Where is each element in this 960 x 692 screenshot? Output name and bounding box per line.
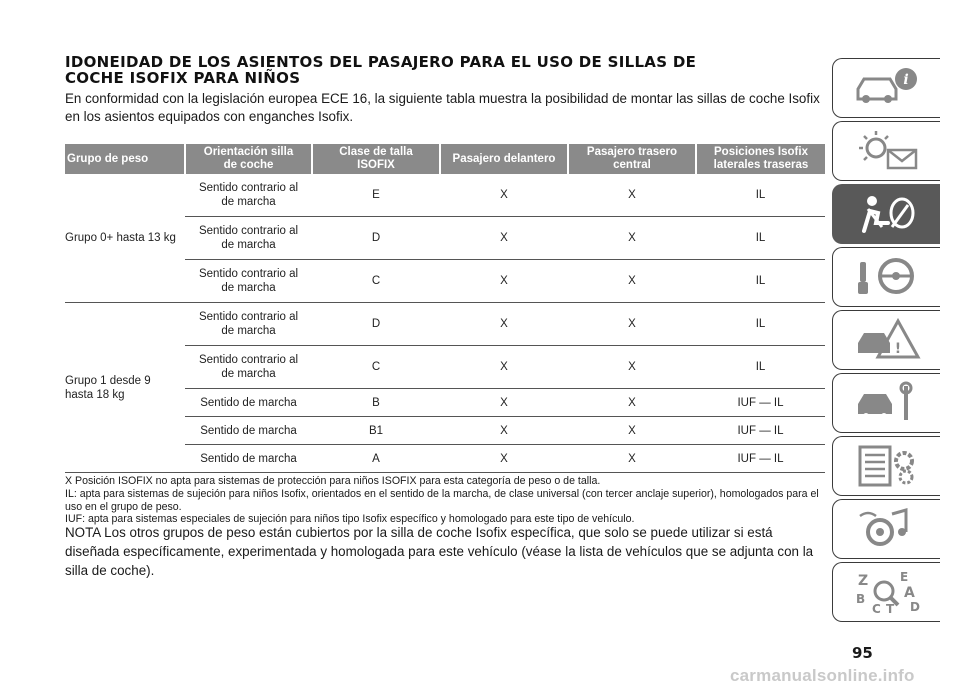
tab-technical-data[interactable] [832,436,940,496]
title-line-2: COCHE ISOFIX PARA NIÑOS [65,69,301,87]
cell-orientacion: Sentido contrario al de marcha [185,260,312,303]
title-line-1: IDONEIDAD DE LOS ASIENTOS DEL PASAJERO PARA EL USO DE SILLAS DE [65,53,697,71]
header-orientacion: Orientación silla de coche [185,144,312,174]
tab-seat-safety[interactable] [832,184,940,244]
cell-clase: B [312,389,440,417]
cell-delantero: X [440,389,568,417]
cell-orientacion: Sentido de marcha [185,389,312,417]
table-header-row [65,144,825,174]
footnote-iuf: IUF: apta para sistemas especiales de sujeción para niños tipo Isofix específico y homologado para este tipo de vehículo. [65,513,635,526]
steering-key-icon [852,254,922,300]
cell-delantero: X [440,417,568,445]
tab-steering-key[interactable] [832,247,940,307]
cell-orientacion: Sentido contrario al de marcha [185,174,312,217]
cell-trasero: X [568,346,696,389]
cell-trasero: X [568,389,696,417]
cell-trasero: X [568,174,696,217]
header-trasero: Pasajero trasero central [568,144,696,174]
cell-delantero: X [440,260,568,303]
index-letter-e: E [899,570,908,584]
cell-clase: C [312,346,440,389]
page-title [65,54,825,86]
nota-paragraph: NOTA Los otros grupos de peso están cubiertos por la silla de coche Isofix específica, que solo se puede utilizar si está diseñada específicamente, experimentada y homologada para este vehículo (véase la lista de vehículos que se adjunta con la silla de coche). [65,525,814,578]
cell-clase: B1 [312,417,440,445]
cell-orientacion: Sentido contrario al de marcha [185,217,312,260]
cell-delantero: X [440,445,568,473]
index-letter-a: A [903,585,915,601]
cell-clase: E [312,174,440,217]
index-letter-d: D [909,600,920,614]
tab-warning-lights[interactable] [832,121,940,181]
multimedia-icon [852,506,922,552]
tab-maintenance[interactable] [832,373,940,433]
index-letter-b: B [855,592,865,606]
cell-clase: D [312,217,440,260]
cell-orientacion: Sentido de marcha [185,445,312,473]
svg-text:!: ! [894,341,901,357]
warning-lights-icon [852,128,922,174]
index-icon [852,569,922,615]
cell-trasero: X [568,217,696,260]
emergency-icon [852,317,922,363]
cell-delantero: X [440,303,568,346]
index-letter-c: C [871,602,881,615]
cell-delantero: X [440,174,568,217]
header-clase: Clase de talla ISOFIX [312,144,440,174]
watermark: carmanualsonline.info [730,666,915,685]
index-letter-t: T [885,602,894,615]
cell-delantero: X [440,217,568,260]
intro-paragraph: En conformidad con la legislación europea ECE 16, la siguiente tabla muestra la posibilidad de montar las sillas de coche Isofix en los asientos equipados con enganches Isofix. [65,91,820,124]
cell-lateral: IUF — IL [696,445,825,473]
svg-text:i: i [902,72,909,88]
tab-emergency[interactable] [832,310,940,370]
isofix-table [65,144,825,473]
header-delantero: Pasajero delantero [440,144,568,174]
cell-lateral: IL [696,303,825,346]
cell-trasero: X [568,417,696,445]
header-grupo: Grupo de peso [65,144,185,174]
cell-orientacion: Sentido contrario al de marcha [185,346,312,389]
cell-trasero: X [568,303,696,346]
cell-lateral: IL [696,174,825,217]
group-label: Grupo 0+ hasta 13 kg [65,174,185,303]
tab-car-info[interactable] [832,58,940,118]
cell-trasero: X [568,445,696,473]
cell-lateral: IL [696,217,825,260]
cell-clase: D [312,303,440,346]
cell-lateral: IUF — IL [696,417,825,445]
car-info-icon [852,65,922,111]
tab-multimedia[interactable] [832,499,940,559]
cell-trasero: X [568,260,696,303]
cell-clase: A [312,445,440,473]
table-row [65,174,825,217]
cell-orientacion: Sentido de marcha [185,417,312,445]
group-label: Grupo 1 desde 9 hasta 18 kg [65,303,185,473]
cell-lateral: IUF — IL [696,389,825,417]
page-number: 95 [852,644,873,662]
index-letter-z: Z [857,573,868,589]
table-row [65,303,825,346]
cell-delantero: X [440,346,568,389]
header-laterales: Posiciones Isofix laterales traseras [696,144,825,174]
seat-safety-icon [852,191,922,237]
cell-orientacion: Sentido contrario al de marcha [185,303,312,346]
cell-lateral: IL [696,260,825,303]
cell-clase: C [312,260,440,303]
footnote-il: IL: apta para sistemas de sujeción para niños Isofix, orientados en el sentido de la marcha, de clase universal (con tercer anclaje superior), homologados para el uso en el grupo de peso. [65,487,819,513]
tab-index[interactable] [832,562,940,622]
table-footnotes [65,475,825,526]
cell-lateral: IL [696,346,825,389]
technical-data-icon [852,443,922,489]
maintenance-icon [852,380,922,426]
footnote-x: X Posición ISOFIX no apta para sistemas de protección para niños ISOFIX para esta categoría de peso o de talla. [65,475,601,487]
